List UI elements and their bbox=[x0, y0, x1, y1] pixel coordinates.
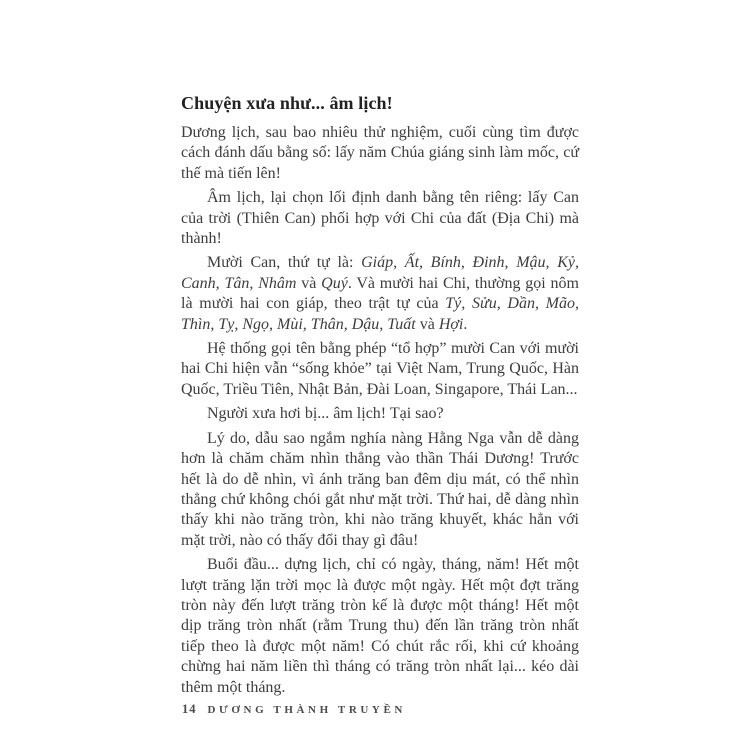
paragraph bbox=[181, 188, 579, 249]
paragraph bbox=[181, 339, 579, 400]
text-run: Hệ thống gọi tên bằng phép “tổ hợp” mười Can với mười hai Chi hiện vẫn “sống khỏe” tại Việt Nam, Trung Quốc, Hàn Quốc, Triều Tiên, Nhật Bản, Đài Loan, Singapore, Thái Lan... bbox=[181, 340, 579, 398]
text-run: Âm lịch, lại chọn lối định danh bằng tên riêng: lấy Can của trời (Thiên Can) phối hợp với Chi của đất (Địa Chi) mà thành! bbox=[181, 189, 579, 248]
body-text bbox=[181, 123, 579, 698]
italic-run: Quý bbox=[321, 274, 348, 292]
text-run: Lý do, dẫu sao ngắm nghía nàng Hằng Nga vẫn dễ dàng hơn là chăm chăm nhìn thẳng vào thần Thái Dương! Trước hết là do dễ nhìn, vì ánh trăng ban đêm dịu mát, có thể nhìn thẳng chứ không chói gắt như mặt trời. Thứ hai, dễ dàng nhìn thấy khi nào trăng tròn, khi nào trăng khuyết, khác hẳn với mặt trời, nào có thấy đổi thay gì đâu! bbox=[181, 429, 579, 549]
page-content bbox=[181, 92, 579, 702]
paragraph bbox=[181, 404, 579, 424]
italic-run: Hợi bbox=[438, 315, 464, 333]
text-run: Mười Can, thứ tự là: bbox=[207, 254, 362, 272]
paragraph bbox=[181, 429, 579, 551]
paragraph bbox=[181, 123, 579, 184]
page-footer bbox=[182, 702, 406, 717]
chapter-title: Chuyện xưa như... âm lịch! bbox=[181, 93, 393, 113]
paragraph bbox=[181, 555, 579, 698]
text-run: . bbox=[463, 315, 468, 333]
italic-run: Giáp, Ất, Bính, Đinh, Mậu, Kỷ, Canh, Tân, Nhâm bbox=[181, 254, 579, 292]
text-run: Dương lịch, sau bao nhiêu thử nghiệm, cuối cùng tìm được cách đánh dấu bằng số: lấy năm Chúa giáng sinh làm mốc, cứ thế mà tiến lên! bbox=[181, 124, 579, 182]
text-run: và bbox=[415, 315, 439, 333]
text-run: Buổi đầu... dựng lịch, chỉ có ngày, tháng, năm! Hết một lượt trăng lặn trời mọc là được một ngày. Hết một đợt trăng tròn này đến lượt trăng tròn kế là được một tháng! Hết một dịp trăng tròn nhất (rằm Trung thu) đến lần trăng tròn nhất tiếp theo là được một năm! Có chút rắc rối, khi cứ khoảng chừng hai năm liền thì tháng có trăng tròn nhất lại... kéo dài thêm một tháng. bbox=[181, 556, 579, 696]
text-run: . Và mười hai Chi, thường gọi nôm là mười hai con giáp, theo trật tự của bbox=[181, 274, 580, 313]
page-number: 14 bbox=[182, 702, 197, 716]
paragraph bbox=[181, 253, 579, 335]
text-run: và bbox=[296, 274, 322, 292]
text-run: Người xưa hơi bị... âm lịch! Tại sao? bbox=[207, 405, 444, 423]
running-title: DƯƠNG THÀNH TRUYỀN bbox=[207, 704, 406, 716]
italic-run: Tý, Sửu, Dần, Mão, Thìn, Tỵ, Ngọ, Mùi, Thân, Dậu, Tuất bbox=[181, 295, 579, 333]
